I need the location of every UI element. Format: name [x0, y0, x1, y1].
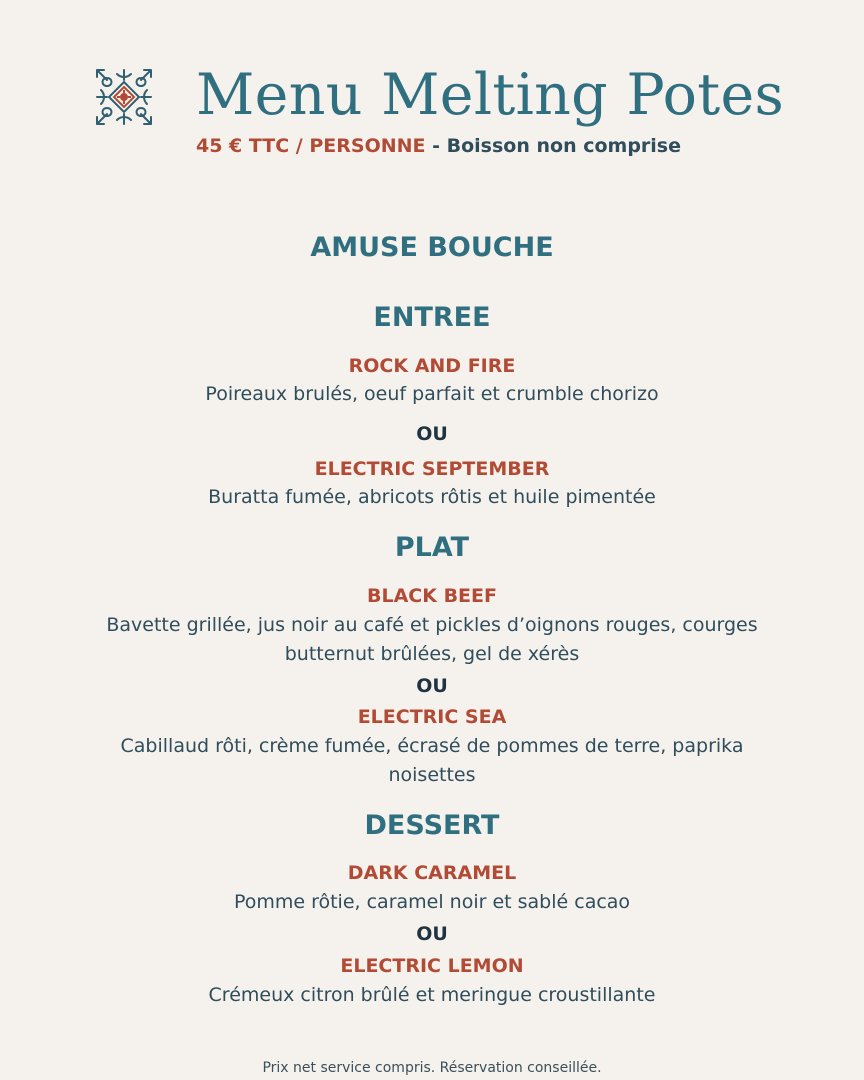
menu-subtitle — [196, 133, 681, 159]
dish-name: DARK CARAMEL — [347, 862, 517, 884]
menu-price: 45 € TTC / PERSONNE — [196, 135, 426, 157]
dish-description: butternut brûlées, gel de xérès — [284, 643, 580, 665]
footer-note: Prix net service compris. Réservation conseillée. — [262, 1060, 602, 1076]
menu-header — [0, 56, 864, 166]
menu-price-note: - Boisson non comprise — [425, 135, 682, 157]
menu-title: Menu Melting Potes — [196, 62, 785, 128]
or-separator: OU — [416, 923, 448, 945]
dish-description: Cabillaud rôti, crème fumée, écrasé de pommes de terre, paprika — [120, 735, 744, 757]
or-separator: OU — [416, 675, 448, 697]
dish-name: ROCK AND FIRE — [348, 355, 516, 377]
or-separator: OU — [416, 423, 448, 445]
dish-name: ELECTRIC SEPTEMBER — [314, 458, 550, 480]
section-amuse-bouche: AMUSE BOUCHE — [310, 232, 554, 263]
section-dessert-title: DESSERT — [364, 810, 500, 841]
dish-description: Bavette grillée, jus noir au café et pickles d’oignons rouges, courges — [106, 614, 758, 636]
dish-description: Crémeux citron brûlé et meringue croustillante — [208, 984, 656, 1006]
section-entree-title: ENTREE — [373, 302, 491, 333]
dish-name: ELECTRIC LEMON — [340, 955, 524, 977]
dish-name: BLACK BEEF — [367, 585, 497, 607]
section-plat-title: PLAT — [394, 532, 470, 563]
dish-description: Pomme rôtie, caramel noir et sablé cacao — [233, 891, 631, 913]
ornament-tile-icon — [93, 66, 155, 128]
dish-name: ELECTRIC SEA — [357, 706, 507, 728]
dish-description: Poireaux brulés, oeuf parfait et crumble chorizo — [205, 383, 659, 405]
dish-description: Buratta fumée, abricots rôtis et huile pimentée — [208, 486, 656, 508]
dish-description: noisettes — [388, 764, 476, 786]
